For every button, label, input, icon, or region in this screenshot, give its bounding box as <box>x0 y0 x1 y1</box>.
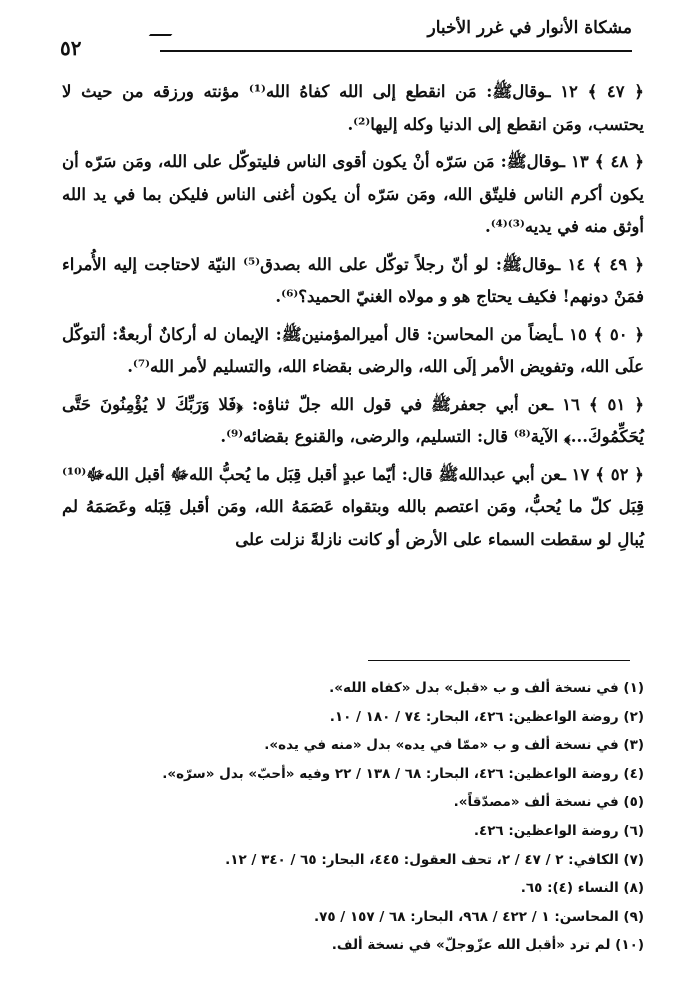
hadith-entry-51 <box>62 389 644 454</box>
footnote: (٧) الكافي: ٢ / ٤٧ / ٢، تحف العقول: ٤٤٥، البحار: ٦٥ / ٣٤٠ / ١٢. <box>225 851 644 868</box>
entry-text: عن أبي جعفرﷺ في قول الله جلّ ثناؤه: ﴿فَلا وَرَبِّكَ لا يُؤْمِنُونَ حَتَّى يُحَكِّمُوكَ...﴾ الآية⁽⁸⁾ قال: التسليم، والرضى، والقنوع بقضائه⁽⁹⁾. <box>62 394 644 446</box>
entry-number: ﴿ ٤٩ ﴾ ١٤ ـ <box>555 254 644 274</box>
entry-text: أيضاً من المحاسن: قال أميرالمؤمنينﷺ: الإيمان له أركانٌ أربعةٌ: ألتوكّل علَى الله، وتفويض الأمر إلَى الله، والرضى بقضاء الله، والتسليم لأمر الله⁽⁷⁾. <box>62 324 644 376</box>
footnote: (٨) النساء (٤): ٦٥. <box>520 880 644 897</box>
entry-number: ﴿ ٥١ ﴾ ١٦ ـ <box>548 394 644 414</box>
entry-text: وقالﷺ: لو أنّ رجلاً توكّل على الله بصدق⁽⁵⁾ النيّة لاحتاجت إليه الأُمراء فمَنْ دونهم! فكيف يحتاج هو و مولاه الغنيّ الحميد؟⁽⁶⁾. <box>62 254 644 306</box>
entry-text: وقالﷺ: مَن سَرّه أنْ يكون أقوى الناس فليتوكّل على الله، ومَن سَرّه أن يكون أكرم الناس فليتّق الله، ومَن سَرّه أن يكون أغنى الناس فليكن بما في يد الله أوثق منه في يديه⁽³⁾⁽⁴⁾. <box>62 152 644 236</box>
entry-number: ﴿ ٥٢ ﴾ ١٧ ـ <box>560 464 644 484</box>
entry-number: ﴿ ٥٠ ﴾ ١٥ ـ <box>557 324 644 344</box>
hadith-entry-47 <box>62 76 644 141</box>
running-header <box>50 14 632 64</box>
main-text <box>62 76 644 561</box>
entry-number: ﴿ ٤٨ ﴾ ١٣ ـ <box>560 152 644 171</box>
hadith-entry-49 <box>62 249 644 314</box>
footnote: (٤) روضة الواعظين: ٤٢٦، البحار: ٦٨ / ١٣٨ / ٢٢ وفيه «أحبّ» بدل «سرّه». <box>162 765 644 782</box>
footnote: (٥) في نسخة ألف «مصدّقاً». <box>453 794 644 811</box>
header-rule <box>160 50 632 52</box>
hadith-entry-52 <box>62 459 644 557</box>
footnotes <box>62 674 644 960</box>
book-title: مشكاة الأنوار في غرر الأخبار <box>427 18 632 38</box>
entry-text: وقالﷺ: مَن انقطع إلى الله كفاهُ الله⁽¹⁾ مؤنته ورزقه من حيث لا يحتسب، ومَن انقطع إلى الدنيا وكله إليها⁽²⁾. <box>62 82 644 134</box>
page-number: ٥٢ <box>60 36 82 60</box>
footnote-separator <box>368 660 630 661</box>
footnote: (١٠) لم ترد «أقبل الله عزّوجلّ» في نسخة ألف. <box>331 937 644 954</box>
footnote: (٣) في نسخة ألف و ب «ممّا في يده» بدل «منه في يده». <box>264 737 644 754</box>
hadith-entry-50 <box>62 319 644 384</box>
entry-text: عن أبي عبداللهﷺ قال: أيّما عبدٍ أقبل قِبَل ما يُحبُّ اللهﷻ أقبل اللهﷻ⁽¹⁰⁾ قِبَل كلّ ما يُحبُّ، ومَن اعتصم بالله وبتقواه عَصَمَهُ الله، ومَن أقبل قِبَله وعَصَمَهُ لم يُبالِ لو سقطت السماء على الأرض أو كانت نازلةً نزلت على <box>62 464 644 549</box>
entry-number: ﴿ ٤٧ ﴾ ١٢ ـ <box>545 82 644 101</box>
footnote: (٦) روضة الواعظين: ٤٢٦. <box>473 822 644 839</box>
footnote: (٢) روضة الواعظين: ٤٢٦، البحار: ٧٤ / ١٨٠ / ١٠. <box>329 708 644 725</box>
footnote: (١) في نسخة ألف و ب «قبل» بدل «كفاه الله». <box>329 680 644 696</box>
footnote: (٩) المحاسن: ١ / ٤٢٢ / ٩٦٨، البحار: ٦٨ / ١٥٧ / ٧٥. <box>313 908 644 925</box>
hadith-entry-48 <box>62 146 644 244</box>
